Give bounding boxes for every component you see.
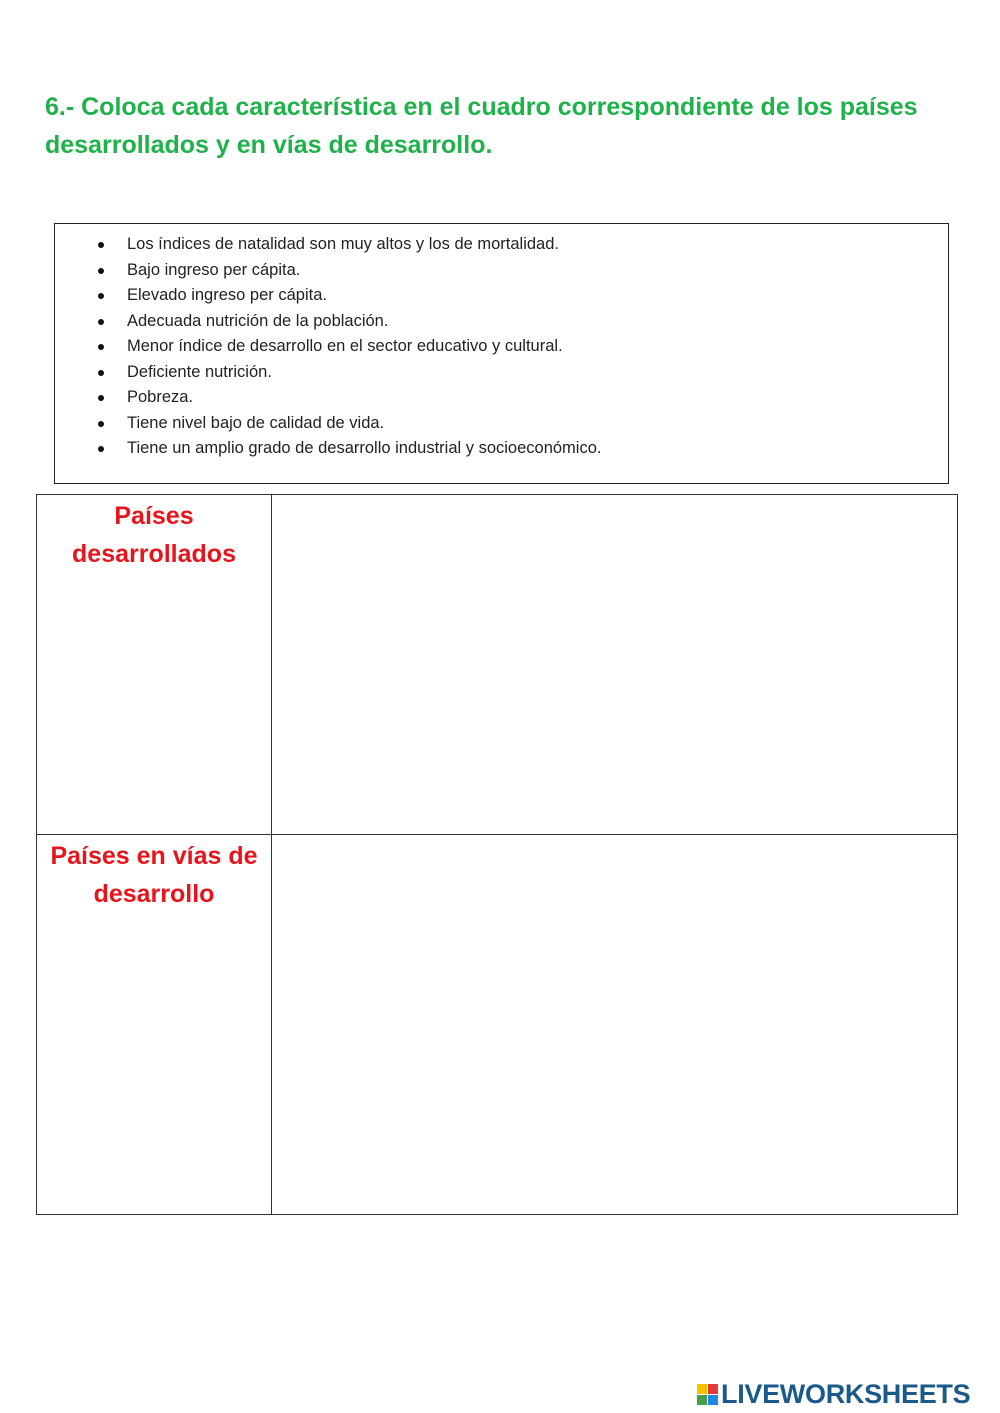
bullet-icon: [98, 421, 104, 427]
option-item[interactable]: [55, 283, 948, 309]
bullet-icon: [98, 319, 104, 325]
option-item[interactable]: [55, 232, 948, 258]
category-cell-developed: [37, 495, 272, 835]
bullet-icon: [98, 293, 104, 299]
logo-square: [697, 1384, 707, 1394]
instruction-heading: 6.- Coloca cada característica en el cuadro correspondiente de los países desarrollados y en vías de desarrollo.: [45, 93, 918, 159]
option-item[interactable]: [55, 360, 948, 386]
drop-zone-cell-developed[interactable]: [272, 495, 958, 835]
option-item[interactable]: [55, 258, 948, 284]
option-text: Tiene un amplio grado de desarrollo industrial y socioeconómico.: [127, 439, 602, 457]
options-list: [55, 224, 948, 462]
bullet-icon: [98, 268, 104, 274]
option-item[interactable]: [55, 436, 948, 462]
table-row: [37, 835, 958, 1215]
option-text: Los índices de natalidad son muy altos y los de mortalidad.: [127, 235, 559, 253]
logo-text: LIVEWORKSHEETS: [721, 1378, 971, 1409]
option-item[interactable]: [55, 385, 948, 411]
logo-grid-icon: [697, 1384, 718, 1405]
category-cell-developing: [37, 835, 272, 1215]
options-box: [54, 223, 949, 484]
table-row: [37, 495, 958, 835]
option-item[interactable]: [55, 334, 948, 360]
option-text: Menor índice de desarrollo en el sector educativo y cultural.: [127, 337, 563, 355]
option-text: Elevado ingreso per cápita.: [127, 286, 327, 304]
bullet-icon: [98, 344, 104, 350]
option-text: Tiene nivel bajo de calidad de vida.: [127, 413, 385, 432]
option-item[interactable]: [55, 309, 948, 335]
option-text: Deficiente nutrición.: [127, 362, 272, 381]
bullet-icon: [98, 242, 104, 248]
option-item[interactable]: [55, 411, 948, 437]
logo-square: [697, 1395, 707, 1405]
option-text: Bajo ingreso per cápita.: [127, 260, 301, 279]
drop-zone-developing[interactable]: [272, 835, 957, 1214]
bullet-icon: [98, 395, 104, 401]
option-text: Adecuada nutrición de la población.: [127, 311, 389, 330]
category-label-developed: Países desarrollados: [72, 502, 236, 568]
drop-zone-cell-developing[interactable]: [272, 835, 958, 1215]
logo-square: [708, 1395, 718, 1405]
category-label-developing: Países en vías de desarrollo: [50, 842, 258, 908]
bullet-icon: [98, 370, 104, 376]
option-text: Pobreza.: [127, 388, 194, 406]
classification-table: [36, 494, 958, 1215]
logo-square: [708, 1384, 718, 1394]
drop-zone-developed[interactable]: [272, 495, 957, 834]
bullet-icon: [98, 446, 104, 452]
liveworksheets-logo: [697, 1379, 970, 1409]
